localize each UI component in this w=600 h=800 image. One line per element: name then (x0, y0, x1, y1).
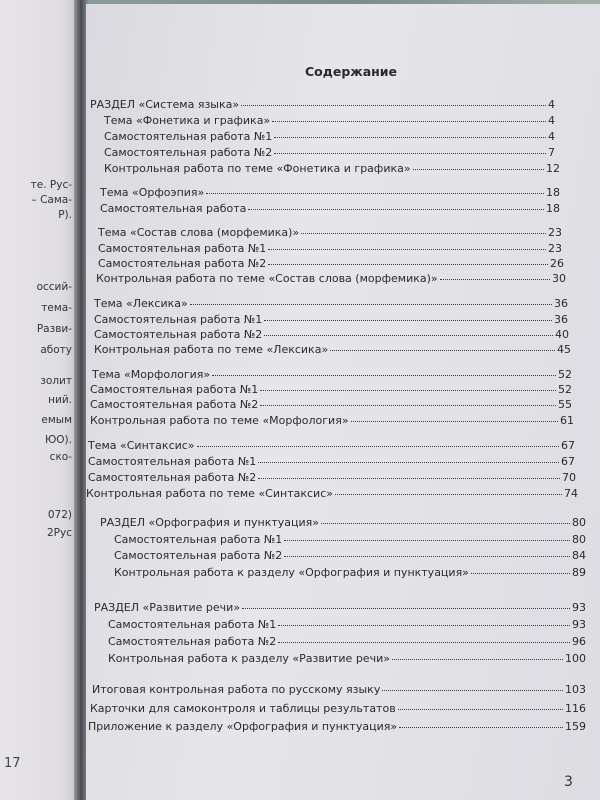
toc-entry-label: Контрольная работа по теме «Лексика» (94, 343, 329, 356)
toc-leader (260, 405, 556, 406)
toc-entry (94, 342, 571, 357)
toc-entry-label: Приложение к разделу «Орфография и пунктуация» (88, 720, 398, 733)
toc-entry (104, 113, 555, 128)
toc-entry-page: 23 (548, 226, 562, 239)
toc-entry-label: Самостоятельная работа (100, 202, 247, 215)
toc-leader (284, 556, 570, 557)
toc-entry (90, 382, 572, 397)
toc-entry (90, 413, 574, 428)
left-page (0, 0, 78, 800)
toc-entry (96, 271, 566, 286)
toc-entry-label: Самостоятельная работа №2 (90, 398, 259, 411)
toc-leader (260, 390, 556, 391)
toc-entry-page: 18 (546, 186, 560, 199)
toc-entry (90, 397, 572, 412)
toc-entry (100, 201, 560, 216)
toc-entry-label: Самостоятельная работа №1 (98, 242, 267, 255)
toc-leader (274, 153, 546, 154)
page-title: Содержание (304, 64, 398, 79)
toc-entry-label: Контрольная работа по теме «Морфология» (90, 414, 349, 427)
toc-entry-page: 52 (558, 383, 572, 396)
toc-leader (382, 690, 563, 691)
toc-entry-page: 103 (565, 683, 586, 696)
left-page-line: 2Рус (47, 527, 72, 539)
toc-entry-page: 7 (548, 146, 555, 159)
left-page-line: ско- (49, 451, 72, 463)
toc-leader (190, 304, 552, 305)
toc-entry-page: 4 (548, 130, 555, 143)
toc-entry-page: 67 (561, 439, 575, 452)
toc-entry-label: Карточки для самоконтроля и таблицы результатов (90, 702, 396, 715)
toc-entry-page: 93 (572, 601, 586, 614)
toc-entry-label: Самостоятельная работа №2 (98, 257, 267, 270)
toc-entry-page: 80 (572, 516, 586, 529)
toc-entry-page: 74 (564, 487, 578, 500)
toc-entry-label: Самостоятельная работа №2 (108, 635, 277, 648)
toc-entry-page: 26 (550, 257, 564, 270)
toc-entry-label: РАЗДЕЛ «Развитие речи» (94, 601, 241, 614)
toc-entry-label: Самостоятельная работа №1 (90, 383, 259, 396)
toc-entry-page: 36 (554, 297, 568, 310)
left-page-line: золит (40, 375, 72, 387)
toc-entry (88, 719, 586, 734)
toc-entry-page: 18 (546, 202, 560, 215)
toc-entry-label: Самостоятельная работа №2 (114, 549, 283, 562)
toc-entry-label: Самостоятельная работа №2 (88, 471, 257, 484)
toc-leader (248, 209, 544, 210)
toc-entry-label: Самостоятельная работа №2 (104, 146, 273, 159)
toc-leader (321, 523, 570, 524)
toc-entry (94, 600, 586, 615)
toc-entry-label: Тема «Состав слова (морфемика)» (98, 226, 300, 239)
toc-entry-page: 4 (548, 98, 555, 111)
left-page-number: 17 (4, 756, 21, 771)
toc-leader (398, 709, 563, 710)
toc-leader (206, 193, 544, 194)
toc-entry-label: Тема «Орфоэпия» (100, 186, 205, 199)
left-page-line: Р). (58, 209, 72, 221)
left-page-line: Разви- (36, 323, 72, 335)
toc-entry-page: 96 (572, 635, 586, 648)
toc-entry-page: 55 (558, 398, 572, 411)
toc-leader (258, 478, 560, 479)
toc-entry-label: Итоговая контрольная работа по русскому языку (92, 683, 381, 696)
toc-entry-page: 93 (572, 618, 586, 631)
toc-leader (272, 121, 546, 122)
toc-entry-page: 80 (572, 533, 586, 546)
toc-entry-label: РАЗДЕЛ «Орфография и пунктуация» (100, 516, 320, 529)
toc-entry-page: 52 (558, 368, 572, 381)
toc-leader (301, 233, 546, 234)
toc-leader (258, 462, 559, 463)
toc-entry-page: 70 (562, 471, 576, 484)
toc-entry-label: Самостоятельная работа №2 (94, 328, 263, 341)
toc-leader (413, 169, 544, 170)
toc-entry-label: Самостоятельная работа №1 (94, 313, 263, 326)
toc-entry (88, 454, 575, 469)
toc-entry (100, 185, 560, 200)
toc-entry-label: Контрольная работа по теме «Состав слова (морфемика)» (96, 272, 438, 285)
toc-leader (268, 264, 548, 265)
left-page-line: ЮО). (44, 434, 72, 446)
toc-leader (440, 279, 550, 280)
toc-entry (86, 486, 578, 501)
contents-page (86, 4, 600, 800)
toc-entry-page: 159 (565, 720, 586, 733)
toc-leader (274, 137, 546, 138)
left-page-line: 072) (47, 509, 72, 521)
toc-leader (264, 320, 552, 321)
toc-entry (104, 129, 555, 144)
toc-entry (114, 565, 586, 580)
left-page-line: аботу (40, 344, 72, 356)
toc-entry (92, 682, 586, 697)
toc-entry-label: Контрольная работа к разделу «Орфография и пунктуация» (114, 566, 469, 579)
page-number: 3 (564, 774, 573, 790)
toc-entry (88, 470, 576, 485)
left-page-line: тема- (41, 302, 72, 314)
toc-entry (88, 438, 575, 453)
toc-leader (278, 642, 570, 643)
toc-leader (284, 540, 570, 541)
left-page-line: те. Рус- (30, 179, 72, 191)
toc-entry (94, 327, 569, 342)
toc-entry-page: 23 (548, 242, 562, 255)
toc-entry-page: 89 (572, 566, 586, 579)
toc-leader (268, 249, 546, 250)
toc-entry-label: Контрольная работа к разделу «Развитие речи» (108, 652, 390, 665)
toc-entry (108, 634, 586, 649)
toc-entry-label: Тема «Синтаксис» (88, 439, 195, 452)
toc-entry-page: 116 (565, 702, 586, 715)
toc-entry-label: Тема «Морфология» (92, 368, 211, 381)
toc-leader (242, 608, 570, 609)
toc-entry (94, 296, 568, 311)
left-page-line: оссий- (36, 281, 72, 293)
toc-entry (98, 256, 564, 271)
toc-entry-label: Контрольная работа по теме «Фонетика и графика» (104, 162, 411, 175)
toc-entry-page: 12 (546, 162, 560, 175)
toc-entry-label: Самостоятельная работа №1 (108, 618, 277, 631)
toc-entry (104, 161, 560, 176)
toc-entry-page: 4 (548, 114, 555, 127)
left-page-line: – Сама- (31, 194, 72, 206)
toc-leader (241, 105, 546, 106)
left-page-line: ний. (48, 394, 72, 406)
toc-entry (94, 312, 568, 327)
toc-entry (104, 145, 555, 160)
toc-leader (278, 625, 570, 626)
toc-entry-label: РАЗДЕЛ «Система языка» (90, 98, 240, 111)
left-page-line: емым (41, 414, 72, 426)
toc-leader (471, 573, 570, 574)
toc-leader (399, 727, 563, 728)
toc-entry-label: Самостоятельная работа №1 (88, 455, 257, 468)
toc-entry-label: Контрольная работа по теме «Синтаксис» (86, 487, 333, 500)
toc-entry-label: Самостоятельная работа №1 (104, 130, 273, 143)
toc-leader (335, 494, 562, 495)
toc-entry-label: Тема «Лексика» (94, 297, 188, 310)
toc-entry (90, 97, 555, 112)
toc-entry (100, 515, 586, 530)
toc-entry-label: Самостоятельная работа №1 (114, 533, 283, 546)
toc-entry (98, 241, 562, 256)
toc-leader (197, 446, 559, 447)
toc-entry-page: 84 (572, 549, 586, 562)
toc-entry (108, 617, 586, 632)
toc-leader (351, 421, 558, 422)
toc-entry (114, 532, 586, 547)
toc-entry-page: 61 (560, 414, 574, 427)
toc-entry-page: 36 (554, 313, 568, 326)
toc-entry-page: 30 (552, 272, 566, 285)
toc-leader (264, 335, 553, 336)
toc-entry (90, 701, 586, 716)
toc-entry (92, 367, 572, 382)
toc-entry-page: 45 (557, 343, 571, 356)
toc-entry-label: Тема «Фонетика и графика» (104, 114, 271, 127)
toc-entry (98, 225, 562, 240)
toc-entry-page: 67 (561, 455, 575, 468)
toc-entry-page: 100 (565, 652, 586, 665)
toc-leader (330, 350, 555, 351)
toc-entry (108, 651, 586, 666)
toc-leader (212, 375, 556, 376)
toc-leader (392, 659, 563, 660)
toc-entry-page: 40 (555, 328, 569, 341)
toc-entry (114, 548, 586, 563)
